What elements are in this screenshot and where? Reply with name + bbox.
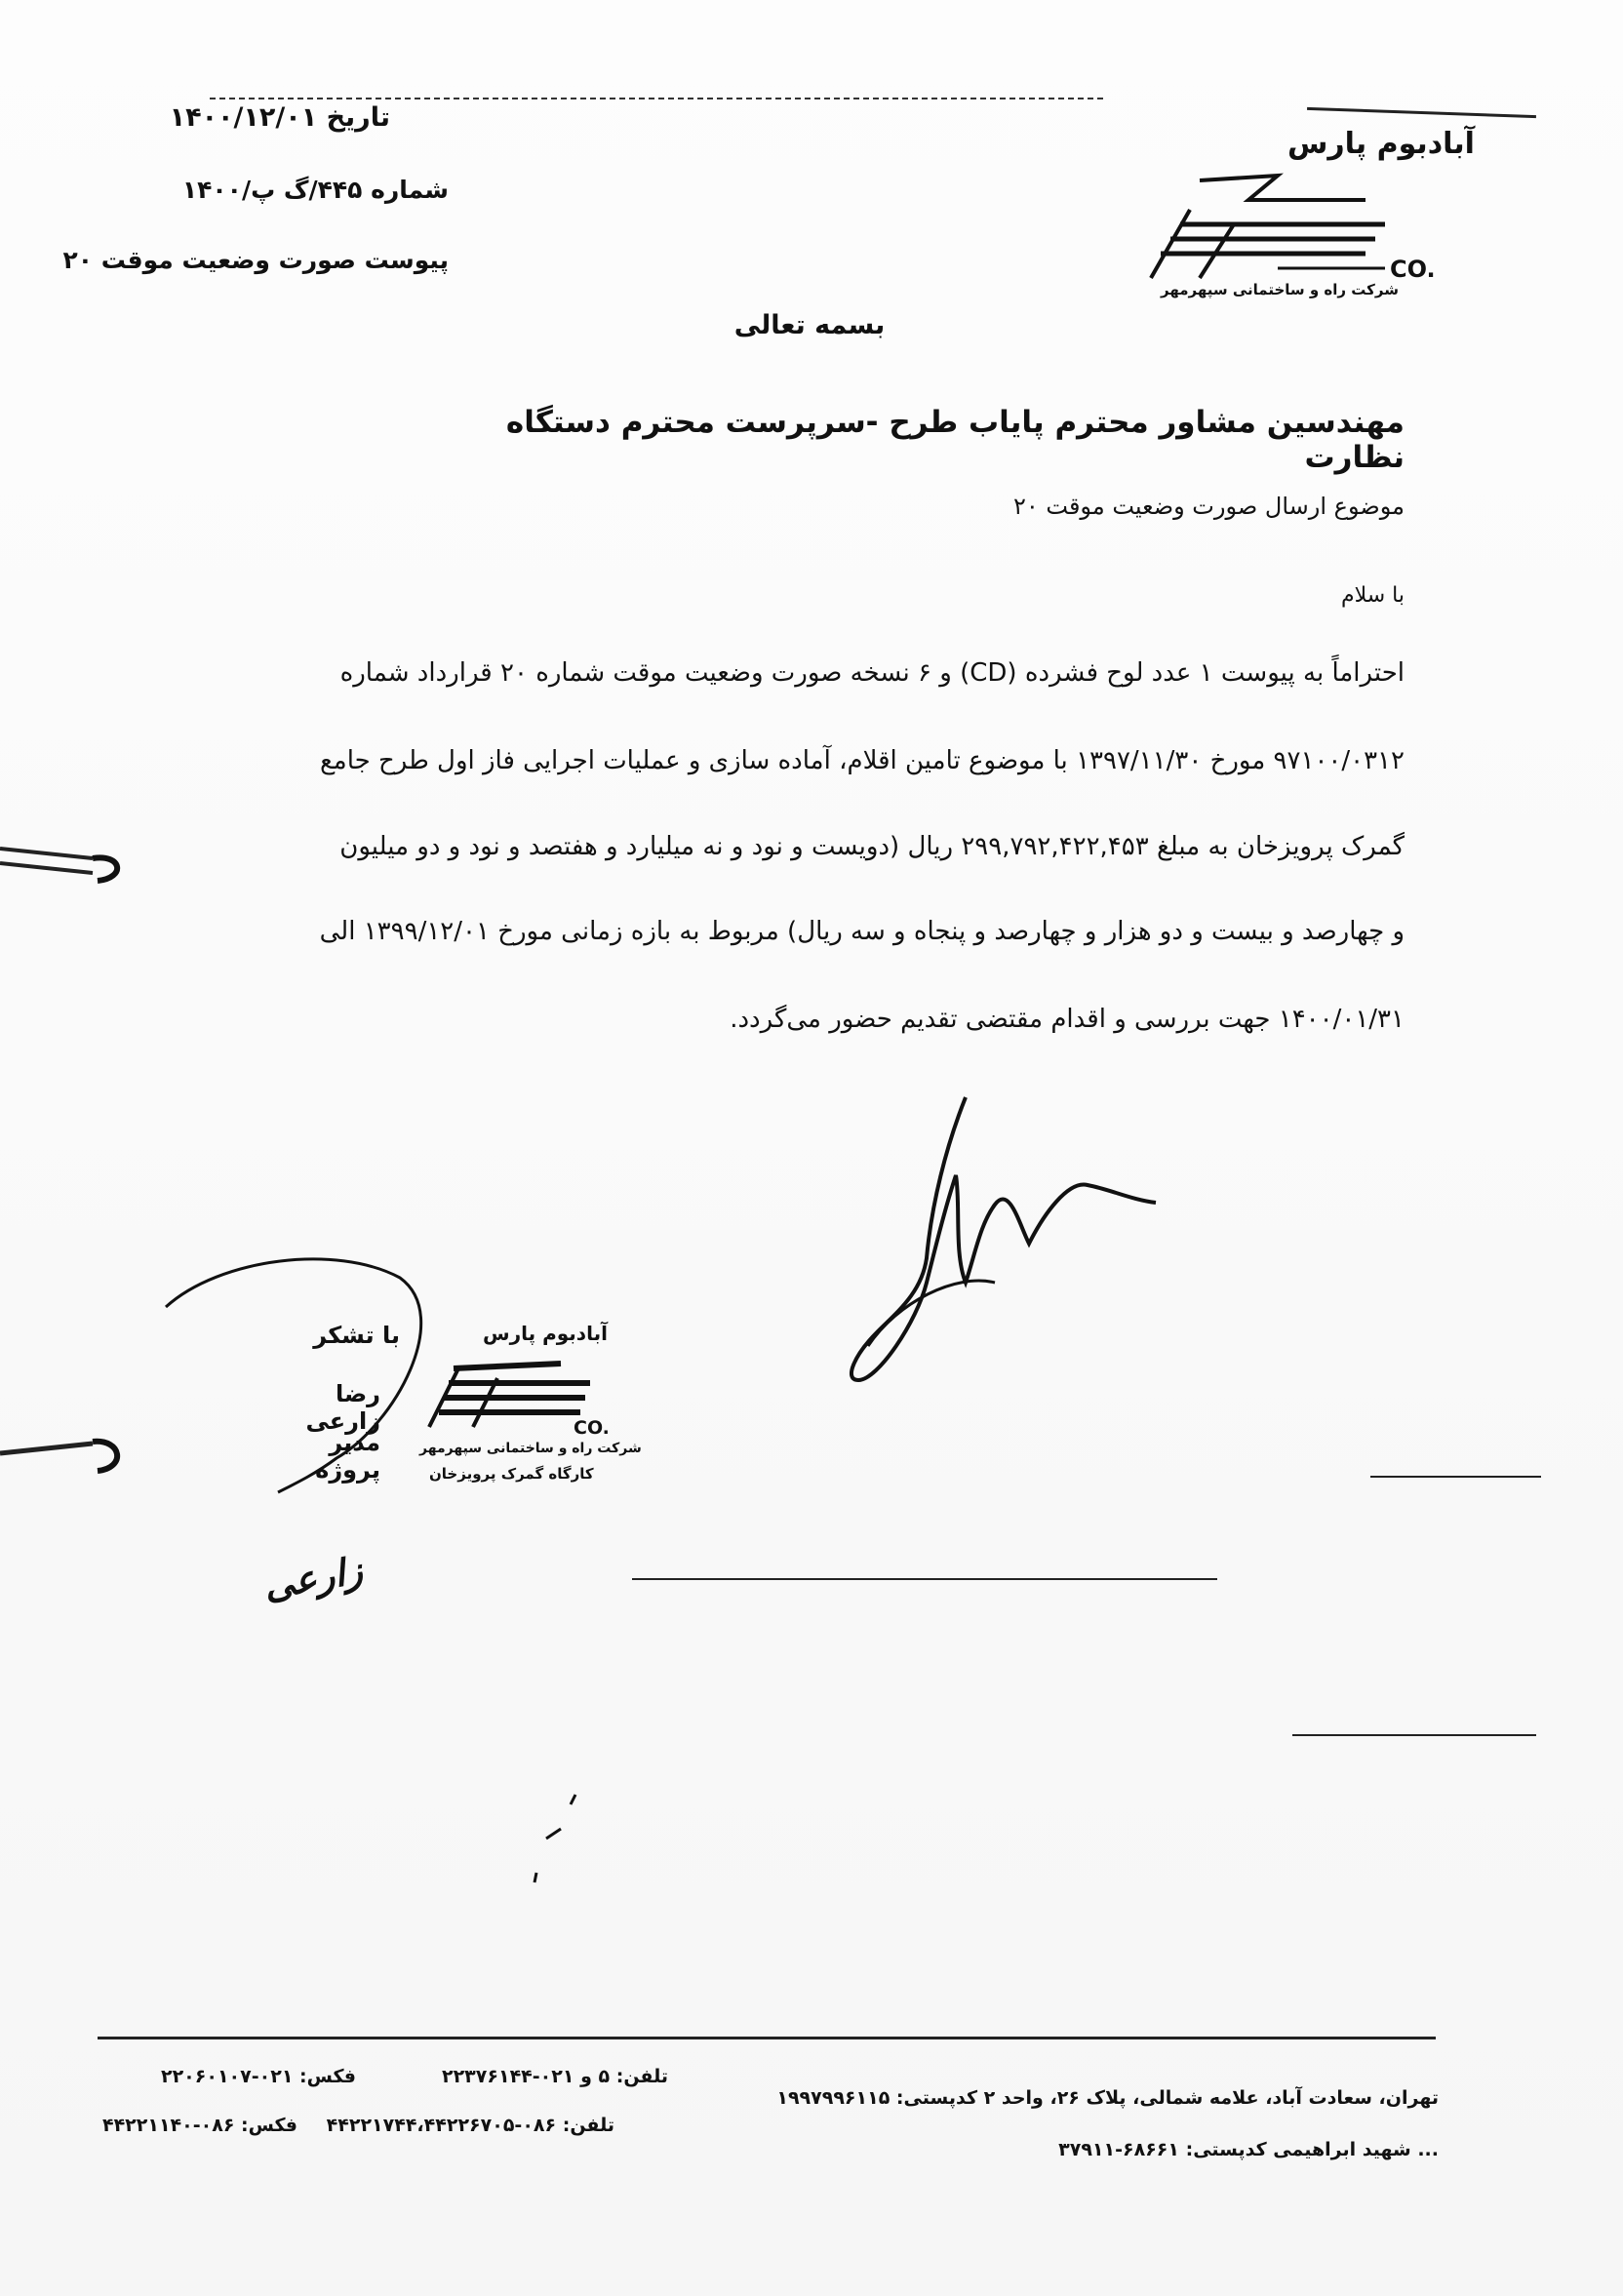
handwritten-name-text: زارعی	[259, 1547, 366, 1608]
project-stamp-name: آبادبوم پارس	[483, 1322, 608, 1345]
header-number: شماره ۴۴۵/گ پ/۱۴۰۰	[181, 176, 449, 204]
signer-name: رضا زارعی	[305, 1380, 380, 1435]
company-logo-subtitle: شرکت راه و ساختمانی سپهرمهر	[1161, 281, 1399, 298]
main-signature	[839, 1088, 1170, 1380]
middle-rule	[632, 1578, 1217, 1580]
closing-thanks: با تشکر	[313, 1322, 400, 1349]
body-line-2: ۹۷۱۰۰/۰۳۱۲ مورخ ۱۳۹۷/۱۱/۳۰ با موضوع تامین اقلام، آماده سازی و عملیات اجرایی فاز اول طرح جامع	[319, 746, 1405, 775]
top-right-rule	[1307, 107, 1536, 118]
stray-marks	[517, 1790, 595, 1897]
body-line-5: ۱۴۰۰/۰۱/۳۱ جهت بررسی و اقدام مقتضی تقدیم حضور می‌گردد.	[730, 1005, 1405, 1034]
stamp-curve	[161, 1248, 454, 1522]
body-line-1: احتراماً به پیوست ۱ عدد لوح فشرده (CD) و ۶ نسخه صورت وضعیت موقت شماره ۲۰ قرارداد شماره	[339, 658, 1405, 688]
greeting: با سلام	[1340, 583, 1405, 608]
subject-line: موضوع ارسال صورت وضعیت موقت ۲۰	[1012, 493, 1405, 520]
company-logo	[1122, 127, 1475, 307]
handwritten-name	[260, 1548, 366, 1608]
project-stamp-line1: شرکت راه و ساختمانی سپهرمهر	[419, 1441, 642, 1456]
addressee: مهندسین مشاور محترم پایاب طرح -سرپرست محترم دستگاه نظارت	[505, 405, 1405, 475]
footer-tehran-phone: تلفن: ۵ و ۰۲۱-۲۲۳۷۶۱۴۴	[441, 2066, 668, 2087]
body-line-3: گمرک پرویزخان به مبلغ ۲۹۹,۷۹۲,۴۲۲,۴۵۳ ریال (دویست و نود و نه میلیارد و هفتصد و نود و دو میلیون	[339, 832, 1405, 861]
binder-clip-bottom	[0, 1424, 137, 1483]
footer-tehran-address: تهران، سعادت آباد، علامه شمالی، پلاک ۲۶، واحد ۲ کدپستی: ۱۹۹۷۹۹۶۱۱۵	[776, 2087, 1439, 2109]
footer-site-phone: تلفن: ۰۸۶-۴۴۲۲۱۷۴۴،۴۴۲۲۶۷۰۵	[326, 2115, 614, 2136]
signer-title: مدیر پروژه	[315, 1429, 380, 1484]
footer-rule	[98, 2037, 1436, 2039]
right-rule-1	[1370, 1476, 1541, 1478]
project-stamp-co: CO.	[574, 1417, 610, 1439]
company-logo-name: آبادبوم پارس	[1287, 127, 1475, 161]
footer-tehran-fax: فکس: ۰۲۱-۲۲۰۶۰۱۰۷	[160, 2066, 356, 2087]
body-line-4: و چهارصد و بیست و دو هزار و چهارصد و پنجاه و سه ریال) مربوط به بازه زمانی مورخ ۱۳۹۹/۱۲/۰۱ الی	[319, 917, 1405, 946]
bismillah: بسمه تعالی	[733, 310, 886, 340]
footer-site-address: ... شهید ابراهیمی کدپستی: ۶۸۶۶۱-۳۷۹۱۱	[1058, 2139, 1439, 2160]
header-dotted-rule	[210, 98, 1107, 99]
right-rule-2	[1292, 1734, 1536, 1736]
project-stamp-line2: کارگاه گمرک پرویزخان	[429, 1465, 594, 1483]
footer-site-fax: فکس: ۰۸۶-۴۴۲۲۱۱۴۰	[101, 2115, 297, 2136]
company-logo-co: CO.	[1390, 256, 1436, 283]
header-attachment: پیوست صورت وضعیت موقت ۲۰	[62, 246, 449, 274]
binder-clip-top	[0, 834, 137, 892]
header-date: تاریخ ۱۴۰۰/۱۲/۰۱	[169, 102, 390, 133]
